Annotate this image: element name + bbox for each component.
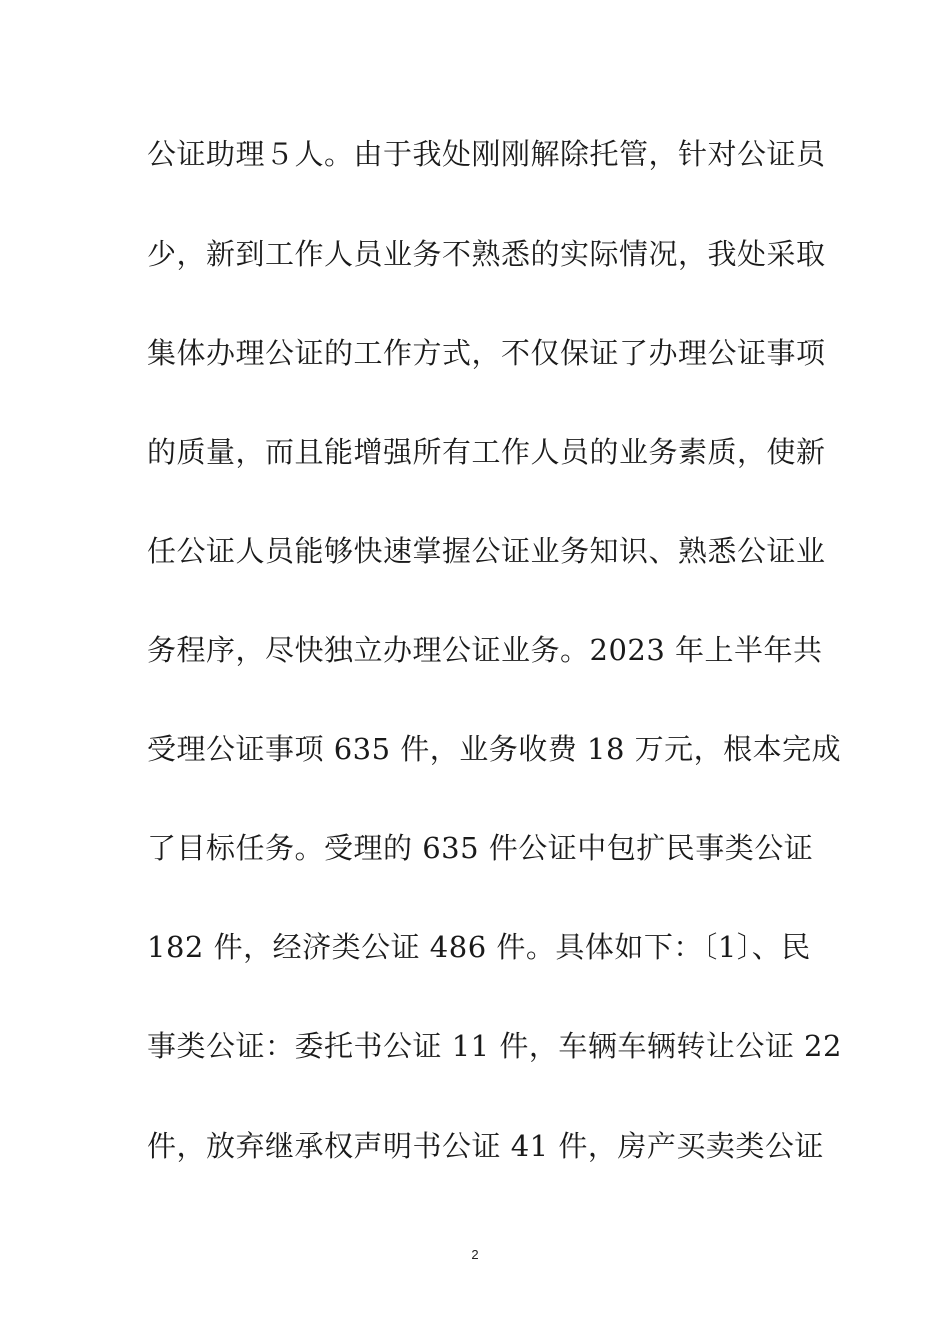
body-text-line: 182 件，经济类公证 486 件。具体如下：〔1〕、民 bbox=[147, 930, 811, 964]
body-text-line: 件，放弃继承权声明书公证 41 件，房产买卖类公证 bbox=[147, 1129, 824, 1163]
body-text-line: 集体办理公证的工作方式，不仅保证了办理公证事项 bbox=[147, 336, 826, 370]
body-text-line: 务程序，尽快独立办理公证业务。2023 年上半年共 bbox=[147, 633, 823, 667]
page-number: 2 bbox=[471, 1247, 479, 1262]
body-text-line: 任公证人员能够快速掌握公证业务知识、熟悉公证业 bbox=[147, 534, 826, 568]
body-text-line: 受理公证事项 635 件，业务收费 18 万元，根本完成 bbox=[147, 732, 842, 766]
body-text-line: 公证助理５人。由于我处刚刚解除托管，针对公证员 bbox=[147, 137, 826, 171]
body-text-line: 的质量，而且能增强所有工作人员的业务素质，使新 bbox=[147, 435, 826, 469]
body-text-line: 了目标任务。受理的 635 件公证中包扩民事类公证 bbox=[147, 831, 814, 865]
body-text-line: 事类公证：委托书公证 11 件，车辆车辆转让公证 22 bbox=[147, 1029, 842, 1063]
body-text-line: 少，新到工作人员业务不熟悉的实际情况，我处采取 bbox=[147, 237, 826, 271]
